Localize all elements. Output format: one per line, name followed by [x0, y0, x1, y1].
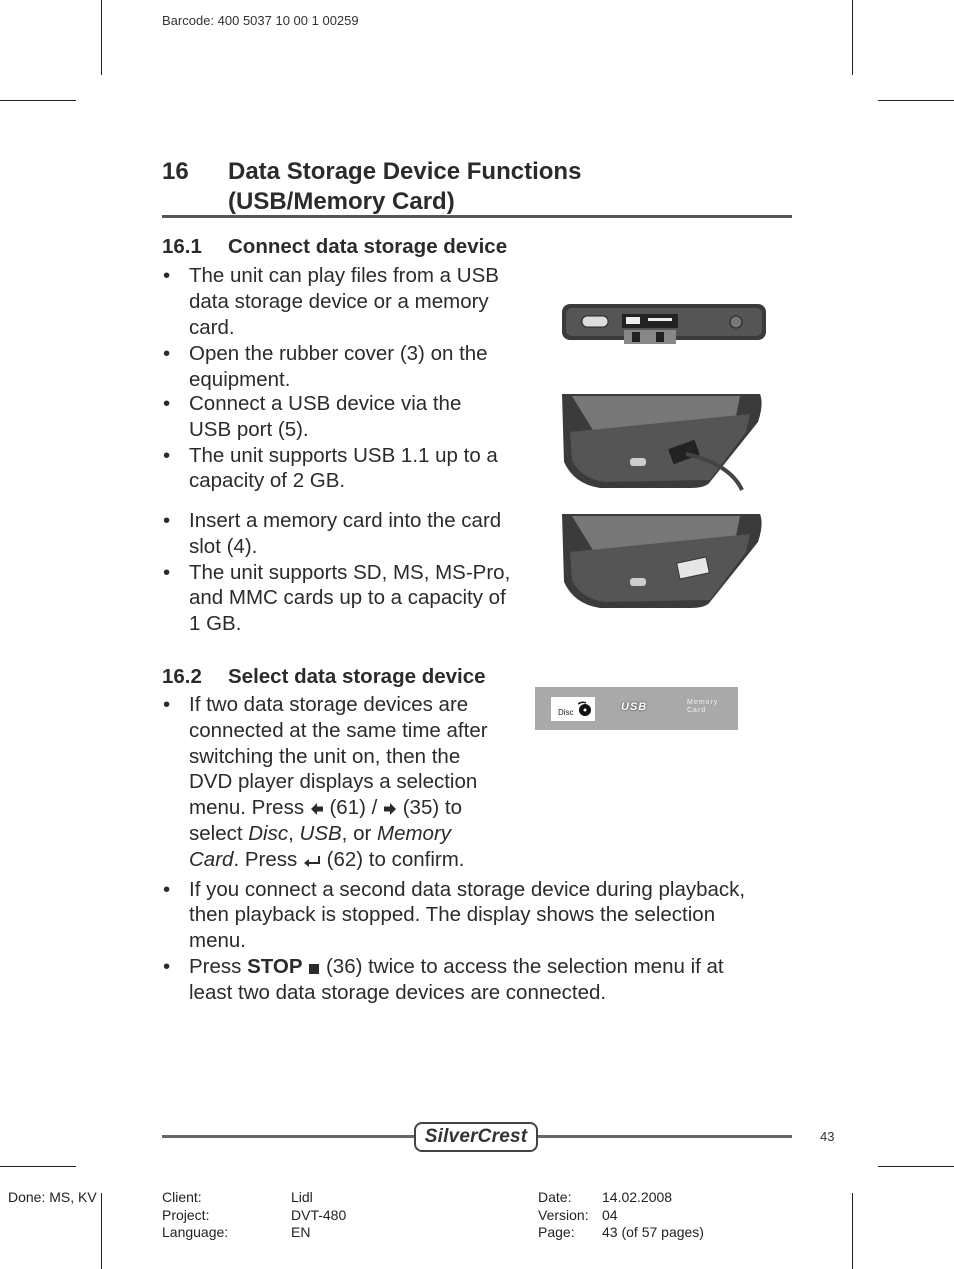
list-item: • If two data storage devices are connected at the same time after switching the unit on, then the DVD player displays a selection menu. Press (61) / (35) to select Disc, USB, or Memory Card. Press (62) to confirm.	[162, 692, 792, 873]
chapter-heading	[162, 157, 581, 217]
footer-rule-right	[538, 1135, 792, 1138]
menu-option-usb: USB	[621, 701, 648, 713]
list-item: • Connect a USB device via the USB port (5).	[162, 391, 532, 443]
barcode-text: Barcode: 400 5037 10 00 1 00259	[162, 13, 359, 28]
footer-rule-left	[162, 1135, 414, 1138]
list-item: • If you connect a second data storage device during playback, then playback is stopped. The display shows the selection menu.	[162, 877, 792, 954]
language-value: EN	[291, 1224, 311, 1240]
disc-icon	[578, 701, 592, 717]
project-label: Project:	[162, 1207, 210, 1223]
crop-mark	[878, 1166, 954, 1167]
section-title: Connect data storage device	[228, 235, 508, 258]
bullet-list-select	[162, 692, 792, 1006]
arrow-left-icon	[310, 802, 324, 816]
chapter-title-line2: (USB/Memory Card)	[228, 188, 455, 215]
usb-connection-illustration	[560, 392, 766, 494]
page-value: 43 (of 57 pages)	[602, 1224, 704, 1240]
crop-mark	[101, 1193, 102, 1269]
device-ports-illustration	[560, 300, 770, 350]
date-label: Date:	[538, 1189, 572, 1205]
enter-key-icon	[303, 854, 321, 868]
crop-mark	[101, 0, 102, 75]
chapter-number: 16	[162, 158, 189, 185]
list-item: • The unit supports SD, MS, MS-Pro, and MMC cards up to a capacity of 1 GB.	[162, 560, 532, 637]
page-number: 43	[820, 1129, 835, 1144]
language-label: Language:	[162, 1224, 229, 1240]
list-item: • The unit supports USB 1.1 up to a capacity of 2 GB.	[162, 443, 532, 495]
list-item: • The unit can play files from a USB data storage device or a memory card.	[162, 263, 532, 340]
menu-option-memory-card: Memory Card	[687, 699, 719, 714]
version-label: Version:	[538, 1207, 589, 1223]
crop-mark	[852, 1193, 853, 1269]
bullet-list-connect	[162, 263, 532, 494]
version-value: 04	[602, 1207, 618, 1223]
section-heading-16-1	[162, 235, 507, 259]
arrow-right-icon	[383, 802, 397, 816]
memory-card-illustration	[560, 512, 766, 612]
section-heading-16-2	[162, 665, 486, 689]
chapter-title-line1: Data Storage Device Functions	[228, 158, 582, 185]
list-item: • Insert a memory card into the card slot (4).	[162, 508, 532, 560]
page-label: Page:	[538, 1224, 575, 1240]
crop-mark	[878, 100, 954, 101]
list-item: • Press STOP (36) twice to access the selection menu if at least two data storage devices are connected.	[162, 954, 792, 1006]
stop-square-icon	[308, 963, 320, 975]
client-value: Lidl	[291, 1189, 313, 1205]
done-text: Done: MS, KV	[8, 1189, 97, 1205]
bullet-list-card	[162, 508, 532, 637]
date-value: 14.02.2008	[602, 1189, 673, 1205]
section-number: 16.2	[162, 665, 202, 688]
client-label: Client:	[162, 1189, 202, 1205]
project-value: DVT-480	[291, 1207, 347, 1223]
list-item: • Open the rubber cover (3) on the equipment.	[162, 341, 532, 393]
menu-option-disc: Disc	[551, 697, 595, 721]
heading-rule	[162, 215, 792, 218]
brand-logo: SilverCrest	[414, 1122, 538, 1152]
selection-menu-image	[535, 687, 738, 730]
crop-mark	[0, 1166, 76, 1167]
crop-mark	[0, 100, 76, 101]
crop-mark	[852, 0, 853, 75]
section-title: Select data storage device	[228, 665, 486, 688]
section-number: 16.1	[162, 235, 202, 258]
